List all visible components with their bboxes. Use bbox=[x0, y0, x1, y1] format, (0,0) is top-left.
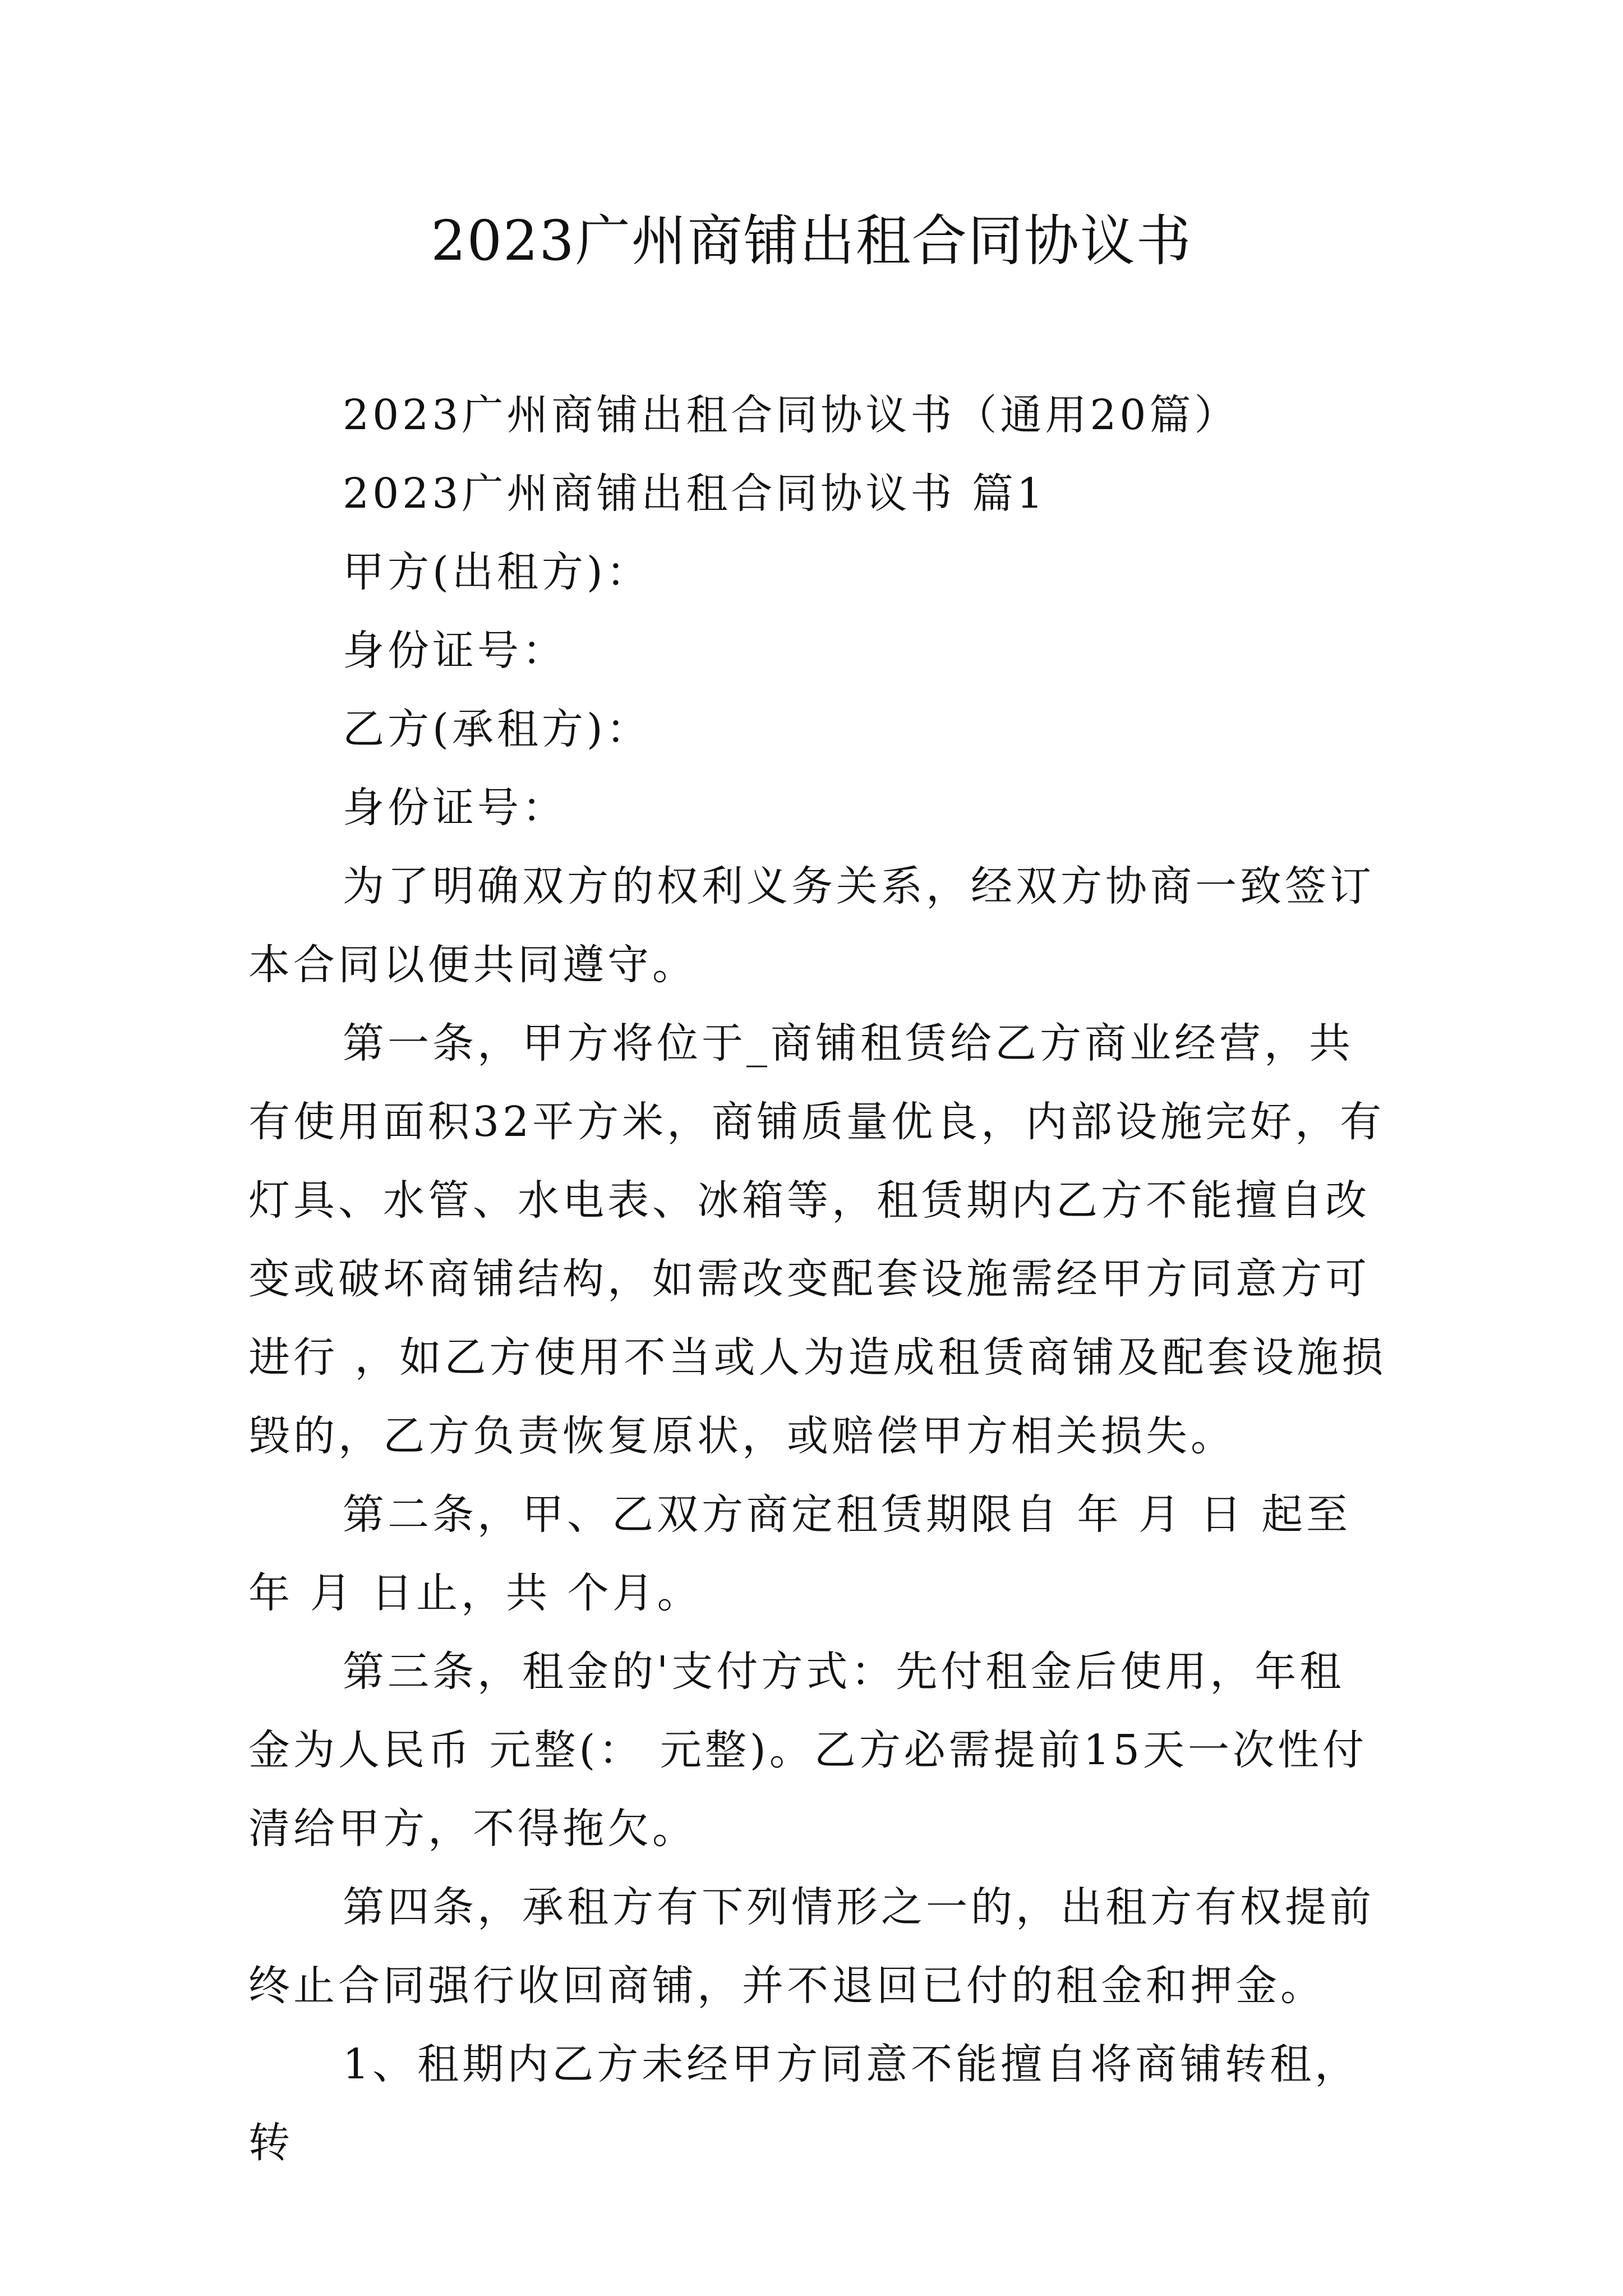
paragraph-article-3: 第三条，租金的'支付方式：先付租金后使用，年租金为人民币 元整(： 元整)。乙方必需提前15天一次性付清给甲方，不得拖欠。 bbox=[248, 1648, 1367, 1853]
paragraph-party-a: 甲方(出租方)： bbox=[343, 548, 651, 596]
paragraph-party-b-id: 身份证号： bbox=[343, 784, 567, 832]
paragraph-section-heading: 2023广州商铺出租合同协议书 篇1 bbox=[343, 470, 1046, 518]
paragraph-article-1: 第一条，甲方将位于_商铺租赁给乙方商业经营，共有使用面积32平方米，商铺质量优良，内部设施完好，有灯具、水管、水电表、冰箱等，租赁期内乙方不能擅自改变或破坏商铺结构，如需改变配套设施需经甲方同意方可进行 ，如乙方使用不当或人为造成租赁商铺及配套设施损毁的，乙方负责恢复原状，或赔偿甲方相关损失。 bbox=[248, 1019, 1387, 1460]
document-body bbox=[248, 376, 1387, 2182]
paragraph-clause-1: 1、租期内乙方未经甲方同意不能擅自将商铺转租，转 bbox=[248, 2040, 1360, 2167]
paragraph-preamble: 为了明确双方的权利义务关系，经双方协商一致签订本合同以便共同遵守。 bbox=[248, 862, 1375, 989]
paragraph-article-2: 第二条，甲、乙双方商定租赁期限自 年 月 日 起至 年 月 日止，共 个月。 bbox=[248, 1490, 1352, 1617]
paragraph-party-a-id: 身份证号： bbox=[343, 627, 567, 675]
paragraph-subtitle: 2023广州商铺出租合同协议书（通用20篇） bbox=[343, 391, 1239, 439]
paragraph-article-4: 第四条，承租方有下列情形之一的，出租方有权提前终止合同强行收回商铺，并不退回已付的租金和押金。 bbox=[248, 1883, 1375, 2010]
paragraph-party-b: 乙方(承租方)： bbox=[343, 705, 651, 753]
document-title: 2023广州商铺出租合同协议书 bbox=[431, 209, 1192, 273]
